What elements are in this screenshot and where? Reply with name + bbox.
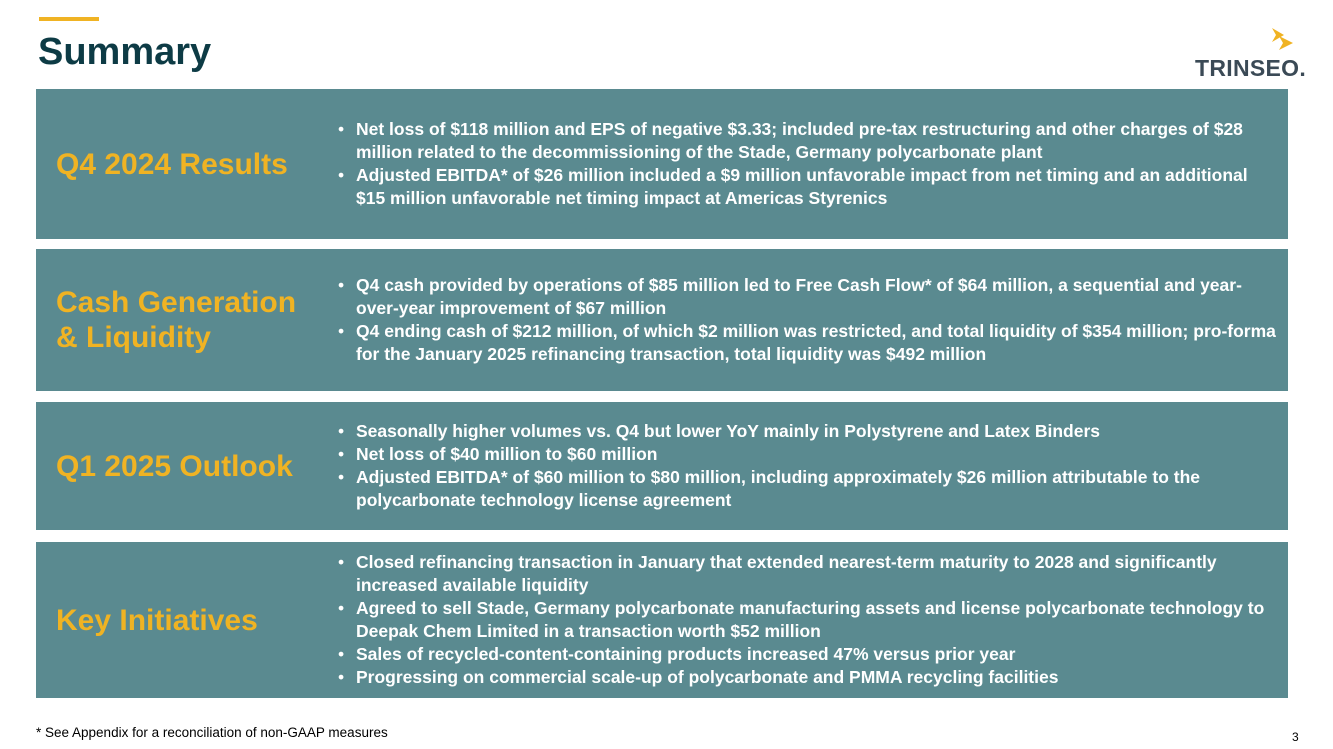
logo-arrow-icon	[1192, 26, 1302, 56]
panel-title	[36, 147, 332, 182]
bullet-item: • Progressing on commercial scale-up of polycarbonate and PMMA recycling facilities	[332, 666, 1280, 689]
bullet-item: • Closed refinancing transaction in January that extended nearest-term maturity to 2028 and significantly increased available liquidity	[332, 551, 1280, 597]
page-number: 3	[1292, 730, 1299, 744]
panel-title	[36, 449, 332, 484]
panel-title-line: Q1 2025 Outlook	[56, 449, 293, 483]
bullet-list	[332, 551, 1288, 689]
panel-q4-results	[36, 89, 1288, 239]
footnote: * See Appendix for a reconciliation of non-GAAP measures	[36, 725, 388, 740]
bullet-item: • Adjusted EBITDA* of $60 million to $80 million, including approximately $26 million attributable to the polycarbonate technology license agreement	[332, 466, 1280, 512]
bullet-item: • Net loss of $40 million to $60 million	[332, 443, 1280, 466]
panel-title-line: Key Initiatives	[56, 603, 258, 637]
bullet-item: • Sales of recycled-content-containing products increased 47% versus prior year	[332, 643, 1280, 666]
bullet-item: • Seasonally higher volumes vs. Q4 but lower YoY mainly in Polystyrene and Latex Binders	[332, 420, 1280, 443]
panel-title	[36, 603, 332, 638]
panel-key-initiatives	[36, 542, 1288, 698]
title-accent-bar	[39, 17, 99, 21]
panel-title-line: Q4 2024 Results	[56, 147, 288, 181]
company-logo	[1192, 26, 1307, 81]
bullet-list	[332, 420, 1288, 512]
bullet-item: • Adjusted EBITDA* of $26 million included a $9 million unfavorable impact from net timing and an additional $15 million unfavorable net timing impact at Americas Styrenics	[332, 164, 1280, 210]
panel-title-line: Cash Generation	[56, 286, 297, 319]
panel-title	[36, 285, 332, 355]
bullet-item: • Net loss of $118 million and EPS of negative $3.33; included pre-tax restructuring and other charges of $28 million related to the decommissioning of the Stade, Germany polycarbonate plant	[332, 118, 1280, 164]
panel-cash-liquidity	[36, 249, 1288, 391]
bullet-item: • Agreed to sell Stade, Germany polycarbonate manufacturing assets and license polycarbonate technology to Deepak Chem Limited in a transaction worth $52 million	[332, 597, 1280, 643]
bullet-item: • Q4 ending cash of $212 million, of which $2 million was restricted, and total liquidity of $354 million; pro-forma for the January 2025 refinancing transaction, total liquidity was $492 million	[332, 320, 1280, 366]
bullet-item: • Q4 cash provided by operations of $85 million led to Free Cash Flow* of $64 million, a sequential and year-over-year improvement of $67 million	[332, 274, 1280, 320]
bullet-list	[332, 274, 1288, 366]
logo-text: TRINSEO.	[1195, 55, 1307, 81]
panel-q1-outlook	[36, 402, 1288, 530]
panel-title-line: & Liquidity	[56, 321, 211, 354]
page-title: Summary	[38, 31, 212, 73]
bullet-list	[332, 118, 1288, 210]
